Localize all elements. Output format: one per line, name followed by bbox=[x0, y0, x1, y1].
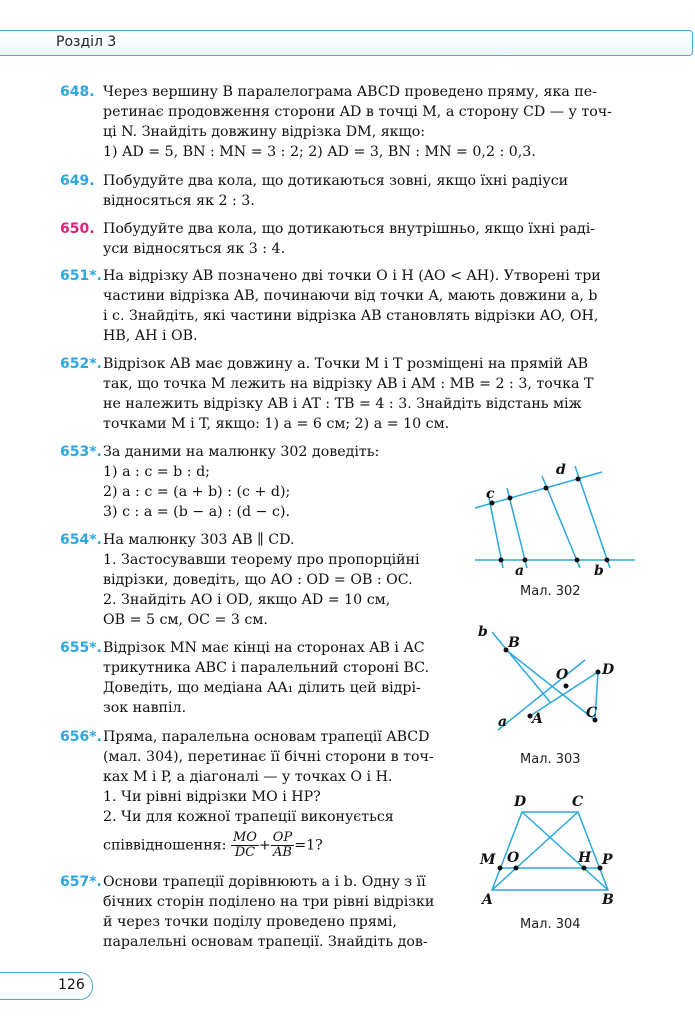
problem-text: Відрізок MN має кінці на сторонах AB і AC bbox=[103, 640, 425, 656]
fig302-label-c: c bbox=[486, 486, 495, 502]
fraction-op-ab bbox=[271, 831, 294, 860]
problem-text: 1) a : c = b : d; bbox=[103, 464, 210, 480]
problem-text: не належить відрізку AB і AT : TB = 4 : 3. Знайдіть відстань між bbox=[103, 396, 582, 412]
fig302-label-b: b bbox=[594, 563, 604, 579]
page-number-text: 126 bbox=[58, 977, 85, 993]
frac-num: OP bbox=[272, 830, 293, 845]
problem-text: паралельні основам трапеції. Знайдіть дов- bbox=[103, 934, 428, 950]
figure-302 bbox=[470, 458, 640, 580]
fig303-label-O: O bbox=[556, 667, 569, 683]
fig303-segment-bc bbox=[506, 650, 598, 721]
problem-text: частини відрізка AB, починаючи від точки A, мають довжини a, b bbox=[103, 288, 598, 304]
problem-text: Побудуйте два кола, що дотикаються внутрішньо, якщо їхні раді- bbox=[103, 221, 596, 237]
problem-text: HB, AH і OB. bbox=[103, 328, 198, 344]
fig303-label-b: b bbox=[478, 624, 488, 640]
problem-text: точками M і T, якщо: 1) a = 6 см; 2) a = 10 см. bbox=[103, 416, 450, 432]
fig304-label-P: P bbox=[602, 852, 613, 868]
fig303-label-D: D bbox=[602, 662, 615, 678]
problem-text: і c. Знайдіть, які частини відрізка AB становлять відрізки AO, OH, bbox=[103, 308, 599, 324]
fig303-caption: Мал. 303 bbox=[520, 752, 581, 767]
formula-plus: + bbox=[258, 837, 271, 854]
problem-text: За даними на малюнку 302 доведіть: bbox=[103, 444, 380, 460]
fig303-label-A: A bbox=[532, 711, 543, 727]
fig304-caption: Мал. 304 bbox=[520, 917, 581, 932]
problem-text: 2. Знайдіть AO і OD, якщо AD = 10 см, bbox=[103, 592, 391, 608]
problem-text: 1. Застосувавши теорему про пропорційні bbox=[103, 552, 420, 568]
fig303-label-a: a bbox=[498, 714, 508, 730]
problem-text: На малюнку 303 AB ∥ CD. bbox=[103, 532, 295, 548]
fig304-label-B: B bbox=[602, 892, 614, 908]
problem-text: 1) AD = 5, BN : MN = 3 : 2; 2) AD = 3, BN : MN = 0,2 : 0,3. bbox=[103, 144, 536, 160]
fig303-label-B: B bbox=[508, 635, 520, 651]
problem-number: 651*. bbox=[60, 268, 102, 284]
problem-text: уси відносяться як 3 : 4. bbox=[103, 241, 286, 257]
fig304-label-C: C bbox=[572, 794, 584, 810]
problem-text: Пряма, паралельна основам трапеції ABCD bbox=[103, 729, 430, 745]
problem-text: бічних сторін поділено на три рівні відрізки bbox=[103, 894, 435, 910]
fig302-label-d: d bbox=[556, 462, 566, 478]
frac-num: MO bbox=[232, 830, 257, 845]
section-title: Розділ 3 bbox=[56, 34, 117, 50]
frac-den: DC bbox=[234, 845, 256, 860]
problem-text: 1. Чи рівні відрізки MO і HP? bbox=[103, 789, 321, 805]
problem-number: 652*. bbox=[60, 356, 102, 372]
problem-text: й через точки поділу проведено прямі, bbox=[103, 914, 397, 930]
fig302-transversal bbox=[575, 466, 610, 568]
problem-number: 653*. bbox=[60, 444, 102, 460]
problem-number: 648. bbox=[60, 84, 95, 100]
problem-number: 654*. bbox=[60, 532, 102, 548]
problem-text: зок навпіл. bbox=[103, 700, 187, 716]
problem-text: так, що точка M лежить на відрізку AB і AM : MB = 2 : 3, точка T bbox=[103, 376, 594, 392]
formula-prefix: співвідношення: bbox=[103, 837, 227, 854]
problem-text: Основи трапеції дорівнюють a і b. Одну з її bbox=[103, 874, 426, 890]
fig303-line-b bbox=[492, 632, 550, 702]
problem-text: Відрізок AB має довжину a. Точки M і T розміщені на прямій AB bbox=[103, 356, 589, 372]
fig302-caption: Мал. 302 bbox=[520, 584, 581, 599]
problem-text: Побудуйте два кола, що дотикаються зовні, якщо їхні радіуси bbox=[103, 173, 569, 189]
figure-303 bbox=[470, 620, 640, 735]
problem-text: 2. Чи для кожної трапеції виконується bbox=[103, 809, 394, 825]
problem-number: 656*. bbox=[60, 729, 102, 745]
formula-line bbox=[103, 831, 434, 860]
frac-den: AB bbox=[273, 845, 292, 860]
fig304-label-M: M bbox=[480, 852, 496, 868]
fig303-label-C: C bbox=[586, 705, 598, 721]
figure-304 bbox=[470, 790, 640, 910]
problem-text: ретинає продовження сторони AD в точці M, а сторону CD — у точ- bbox=[103, 104, 612, 120]
fraction-mo-dc bbox=[231, 831, 259, 860]
problem-number: 650. bbox=[60, 221, 95, 237]
problem-text: (мал. 304), перетинає її бічні сторони в точ- bbox=[103, 749, 434, 765]
section-header bbox=[0, 30, 695, 56]
problem-text: Доведіть, що медіана AA₁ ділить цей відрі- bbox=[103, 680, 421, 696]
problem-number: 657*. bbox=[60, 874, 102, 890]
fig304-label-O: O bbox=[507, 850, 520, 866]
page-number bbox=[0, 972, 96, 1000]
fig304-label-A: A bbox=[482, 892, 493, 908]
problem-text: ці N. Знайдіть довжину відрізка DM, якщо: bbox=[103, 124, 426, 140]
problem-text: відносяться як 2 : 3. bbox=[103, 193, 255, 209]
problem-number: 649. bbox=[60, 173, 95, 189]
problem-number: 655*. bbox=[60, 640, 102, 656]
problem-text: ках M і P, а діагоналі — у точках O і H. bbox=[103, 769, 393, 785]
fig304-label-D: D bbox=[514, 794, 527, 810]
problem-text: Через вершину B паралелограма ABCD проведено пряму, яка пе- bbox=[103, 84, 597, 100]
problem-text: трикутника ABC і паралельний стороні BC. bbox=[103, 660, 430, 676]
problem-text: відрізки, доведіть, що AO : OD = OB : OC. bbox=[103, 572, 413, 588]
formula-suffix: =1? bbox=[294, 837, 323, 854]
problem-text: OB = 5 см, OC = 3 см. bbox=[103, 612, 268, 628]
problem-text: 2) a : c = (a + b) : (c + d); bbox=[103, 484, 291, 500]
problem-text: 3) c : a = (b − a) : (d − c). bbox=[103, 504, 291, 520]
fig302-label-a: a bbox=[515, 563, 525, 579]
fig304-label-H: H bbox=[578, 850, 592, 866]
problem-text: На відрізку AB позначено дві точки O і H (AO < AH). Утворені три bbox=[103, 268, 601, 284]
